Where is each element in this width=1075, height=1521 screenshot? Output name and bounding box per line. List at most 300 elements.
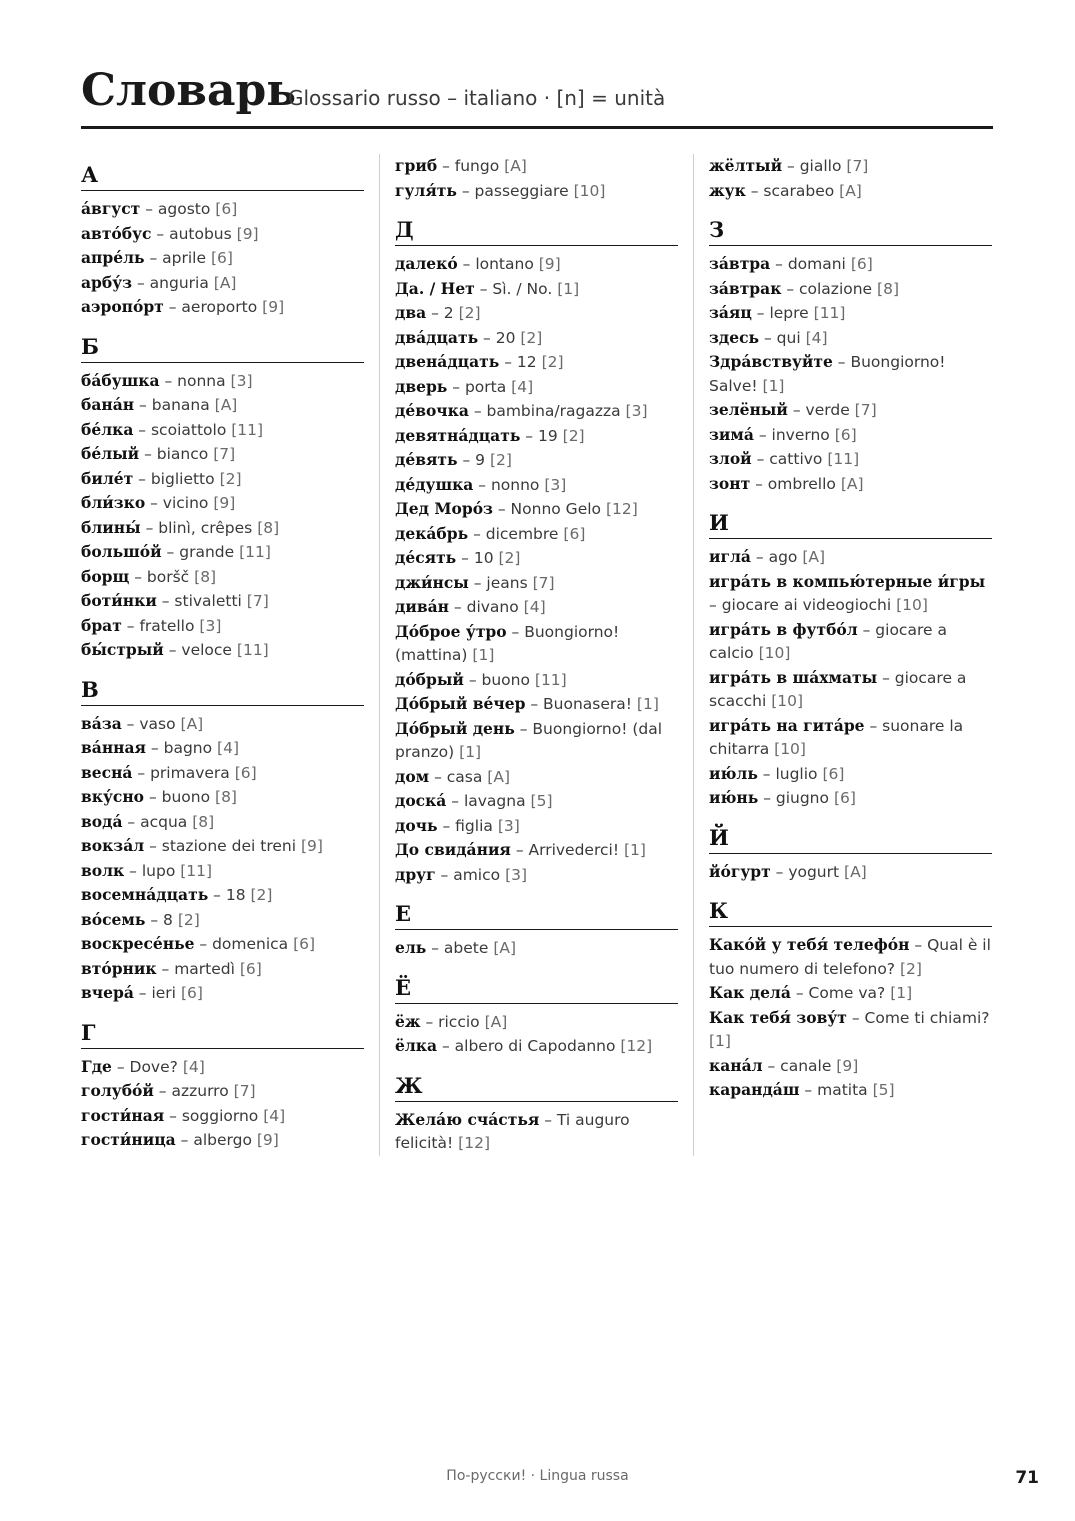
- unit-reference: [3]: [497, 816, 520, 835]
- italian-translation: vicino: [162, 494, 209, 512]
- unit-reference: [6]: [850, 255, 873, 273]
- glossary-entry: де́сять – 10 [2]: [395, 548, 521, 567]
- italian-translation: cattivo: [769, 450, 823, 468]
- italian-translation: Buonasera!: [543, 695, 632, 713]
- italian-translation: abete: [443, 939, 489, 957]
- russian-word: ба́бушка: [81, 370, 160, 390]
- unit-reference: [A]: [180, 714, 204, 733]
- glossary-entry: вчера́ – ieri [6]: [81, 983, 203, 1002]
- italian-translation: Come ti chiami?: [864, 1008, 990, 1027]
- italian-translation: aprile: [162, 249, 207, 267]
- unit-reference: [1]: [636, 695, 659, 713]
- russian-word: Как дела́: [709, 983, 791, 1002]
- unit-reference: [3]: [544, 475, 567, 494]
- glossary-entry: ель – abete [A]: [395, 938, 517, 957]
- russian-word: бана́н: [81, 395, 135, 414]
- glossary-entry: Жела́ю сча́стья – Ti auguro felicità! [12]: [395, 1109, 630, 1152]
- unit-reference: [12]: [620, 1037, 653, 1055]
- glossary-entry: за́втра – domani [6]: [709, 254, 873, 273]
- unit-reference: [11]: [827, 450, 860, 468]
- glossary-entry: гуля́ть – passeggiare [10]: [395, 180, 606, 200]
- italian-translation: nonno: [490, 475, 540, 494]
- italian-translation: Qual è il tuo numero di telefono?: [709, 936, 991, 978]
- russian-word: ию́нь: [709, 788, 759, 807]
- russian-word: вчера́: [81, 983, 134, 1002]
- unit-reference: [4]: [182, 1057, 205, 1076]
- unit-reference: [12]: [605, 500, 638, 518]
- glossary-entry: дива́н – divano [4]: [395, 597, 546, 616]
- glossary-entry: два́дцать – 20 [2]: [395, 327, 543, 347]
- glossary-entry: Где – Dove? [4]: [81, 1056, 205, 1076]
- italian-translation: colazione: [799, 279, 873, 298]
- russian-word: Жела́ю сча́стья: [395, 1109, 540, 1129]
- russian-word: ёж: [395, 1011, 421, 1031]
- unit-reference: [1]: [459, 743, 482, 761]
- italian-translation: Come va?: [808, 984, 886, 1002]
- glossary-entry: за́втрак – colazione [8]: [709, 278, 900, 298]
- glossary-entry: биле́т – biglietto [2]: [81, 468, 242, 488]
- page-header: [81, 62, 993, 129]
- glossary-entry: голубо́й – azzurro [7]: [81, 1081, 256, 1100]
- russian-word: кана́л: [709, 1055, 763, 1075]
- italian-translation: fratello: [139, 616, 195, 635]
- unit-reference: [A]: [504, 157, 527, 175]
- italian-translation: albero di Capodanno: [454, 1037, 616, 1055]
- russian-word: вку́сно: [81, 787, 145, 806]
- russian-word: до́брый: [395, 669, 464, 689]
- glossary-entry: брат – fratello [3]: [81, 615, 222, 635]
- italian-translation: 19: [537, 426, 558, 445]
- russian-word: зонт: [709, 473, 751, 493]
- russian-word: доска́: [395, 791, 447, 810]
- glossary-entry: апре́ль – aprile [6]: [81, 248, 233, 267]
- italian-translation: buono: [161, 788, 211, 806]
- glossary-entry: Как дела́ – Come va? [1]: [709, 983, 913, 1002]
- glossary-column: [81, 154, 364, 1156]
- russian-word: борщ: [81, 566, 130, 586]
- unit-reference: [6]: [215, 200, 238, 218]
- russian-word: гости́ница: [81, 1130, 176, 1149]
- italian-translation: lepre: [769, 304, 809, 322]
- russian-word: зелёный: [709, 400, 788, 419]
- italian-translation: lavagna: [463, 792, 526, 810]
- russian-word: До́брый ве́чер: [395, 694, 526, 713]
- glossary-entry: за́яц – lepre [11]: [709, 303, 846, 322]
- glossary-entry: двена́дцать – 12 [2]: [395, 352, 564, 371]
- russian-word: арбу́з: [81, 272, 133, 292]
- unit-reference: [A]: [493, 939, 517, 957]
- italian-translation: inverno: [771, 425, 830, 444]
- russian-word: ию́ль: [709, 763, 758, 783]
- unit-reference: [7]: [854, 401, 877, 419]
- russian-word: два: [395, 303, 427, 322]
- unit-reference: [1]: [709, 1032, 731, 1050]
- italian-translation: suonare la chitarra: [709, 716, 964, 758]
- letter-heading: З: [709, 213, 992, 246]
- unit-reference: [10]: [758, 644, 791, 662]
- russian-word: апре́ль: [81, 248, 145, 267]
- glossary-entry: игра́ть в ша́хматы – giocare a scacchi [10]: [709, 667, 967, 710]
- glossary-entry: игра́ть в футбо́л – giocare a calcio [10]: [709, 619, 947, 662]
- italian-translation: buono: [481, 670, 530, 689]
- glossary-column: [693, 154, 992, 1156]
- russian-word: ва́за: [81, 713, 122, 733]
- italian-translation: stazione dei treni: [161, 837, 297, 855]
- unit-reference: [1]: [762, 376, 785, 395]
- glossary-columns: [81, 154, 993, 1156]
- unit-reference: [2]: [899, 959, 922, 978]
- glossary-entry: джи́нсы – jeans [7]: [395, 572, 555, 592]
- unit-reference: [8]: [257, 518, 280, 537]
- glossary-entry: гриб – fungo [A]: [395, 156, 527, 175]
- letter-heading: Г: [81, 1016, 364, 1049]
- unit-reference: [10]: [771, 692, 804, 710]
- russian-word: за́втра: [709, 254, 771, 273]
- italian-translation: Buongiorno! (mattina): [395, 622, 620, 664]
- letter-heading: А: [81, 158, 364, 191]
- russian-word: биле́т: [81, 468, 134, 488]
- italian-translation: jeans: [486, 573, 528, 592]
- unit-reference: [9]: [256, 1131, 279, 1149]
- unit-reference: [6]: [210, 249, 233, 267]
- italian-translation: boršč: [146, 567, 190, 586]
- italian-translation: canale: [780, 1056, 832, 1075]
- unit-reference: [4]: [217, 739, 239, 757]
- russian-word: де́душка: [395, 474, 474, 494]
- unit-reference: [10]: [774, 740, 806, 758]
- russian-word: во́семь: [81, 909, 146, 929]
- glossary-entry: авто́бус – autobus [9]: [81, 223, 259, 243]
- glossary-entry: бе́лый – bianco [7]: [81, 444, 236, 463]
- italian-translation: Dove?: [129, 1057, 178, 1076]
- russian-word: два́дцать: [395, 327, 479, 347]
- russian-word: де́вять: [395, 450, 458, 469]
- unit-reference: [8]: [194, 567, 217, 586]
- russian-word: девятна́дцать: [395, 425, 521, 445]
- russian-word: де́сять: [395, 548, 457, 567]
- unit-reference: [3]: [625, 402, 648, 420]
- footer-book-title: По-русски! · Lingua russa: [446, 1468, 629, 1484]
- russian-word: дочь: [395, 815, 438, 835]
- italian-translation: 2: [443, 304, 454, 322]
- unit-reference: [7]: [246, 592, 269, 610]
- glossary-entry: зима́ – inverno [6]: [709, 424, 857, 444]
- glossary-entry: До свида́ния – Arrivederci! [1]: [395, 840, 646, 859]
- russian-word: Дед Моро́з: [395, 499, 493, 518]
- italian-translation: giocare ai videogiochi: [721, 596, 892, 614]
- glossary-entry: кана́л – canale [9]: [709, 1055, 859, 1075]
- russian-word: брат: [81, 615, 122, 635]
- russian-word: Да. / Нет: [395, 278, 475, 298]
- russian-word: де́вочка: [395, 401, 469, 420]
- glossary-entry: ёж – riccio [A]: [395, 1011, 508, 1031]
- glossary-entry: друг – amico [3]: [395, 864, 528, 884]
- unit-reference: [6]: [293, 935, 316, 953]
- letter-heading: Д: [395, 213, 678, 246]
- russian-word: гриб: [395, 156, 438, 175]
- italian-translation: lupo: [141, 861, 176, 880]
- russian-word: блины́: [81, 517, 141, 537]
- glossary-entry: каранда́ш – matita [5]: [709, 1080, 895, 1099]
- italian-translation: bagno: [163, 739, 213, 757]
- russian-word: бе́лка: [81, 419, 134, 439]
- italian-translation: Buongiorno! Salve!: [709, 353, 946, 395]
- russian-word: бли́зко: [81, 493, 146, 512]
- unit-reference: [12]: [458, 1134, 490, 1152]
- glossary-entry: здесь – qui [4]: [709, 327, 828, 347]
- russian-word: волк: [81, 860, 125, 880]
- russian-word: дива́н: [395, 597, 449, 616]
- glossary-entry: далеко́ – lontano [9]: [395, 254, 561, 273]
- glossary-entry: дом – casa [A]: [395, 766, 510, 786]
- unit-reference: [9]: [538, 255, 561, 273]
- russian-word: Как тебя́ зову́т: [709, 1007, 847, 1027]
- glossary-entry: де́вочка – bambina/ragazza [3]: [395, 401, 648, 420]
- unit-reference: [6]: [563, 524, 586, 543]
- russian-word: дом: [395, 766, 430, 786]
- unit-reference: [5]: [872, 1081, 895, 1099]
- italian-translation: 18: [225, 886, 246, 904]
- italian-translation: verde: [805, 401, 850, 419]
- unit-reference: [11]: [534, 670, 567, 689]
- russian-word: игра́ть в компью́терные и́гры: [709, 571, 986, 591]
- unit-reference: [A]: [214, 396, 238, 414]
- glossary-entry: вку́сно – buono [8]: [81, 787, 237, 806]
- italian-translation: scarabeo: [763, 181, 835, 200]
- russian-word: гуля́ть: [395, 180, 457, 200]
- italian-translation: martedì: [174, 959, 235, 978]
- unit-reference: [2]: [250, 886, 273, 904]
- unit-reference: [7]: [532, 573, 555, 592]
- letter-heading: Ё: [395, 971, 678, 1004]
- glossary-entry: бы́стрый – veloce [11]: [81, 640, 269, 659]
- italian-translation: domenica: [212, 935, 289, 953]
- italian-translation: amico: [453, 865, 501, 884]
- italian-translation: ombrello: [767, 474, 836, 493]
- italian-translation: lontano: [475, 255, 534, 273]
- italian-translation: scoiattolo: [150, 420, 227, 439]
- glossary-entry: дочь – figlia [3]: [395, 815, 520, 835]
- unit-reference: [4]: [523, 598, 546, 616]
- glossary-entry: во́семь – 8 [2]: [81, 909, 200, 929]
- russian-word: зима́: [709, 424, 754, 444]
- glossary-entry: а́вгуст – agosto [6]: [81, 199, 238, 218]
- unit-reference: [6]: [180, 984, 203, 1002]
- unit-reference: [5]: [530, 792, 553, 810]
- italian-translation: giugno: [775, 789, 829, 807]
- russian-word: друг: [395, 864, 436, 884]
- unit-reference: [3]: [505, 865, 528, 884]
- glossary-entry: боти́нки – stivaletti [7]: [81, 591, 269, 610]
- italian-translation: dicembre: [485, 524, 559, 543]
- italian-translation: Buongiorno! (dal pranzo): [395, 719, 663, 761]
- unit-reference: [2]: [219, 469, 242, 488]
- italian-translation: autobus: [169, 224, 232, 243]
- glossary-entry: До́брое у́тро – Buongiorno! (mattina) [1]: [395, 621, 620, 664]
- italian-translation: figlia: [455, 816, 493, 835]
- russian-word: аэропо́рт: [81, 297, 164, 316]
- unit-reference: [1]: [472, 646, 495, 664]
- unit-reference: [1]: [557, 279, 580, 298]
- russian-word: здесь: [709, 327, 760, 347]
- glossary-entry: бли́зко – vicino [9]: [81, 493, 236, 512]
- unit-reference: [11]: [236, 641, 269, 659]
- italian-translation: 10: [473, 549, 494, 567]
- italian-translation: Arrivederci!: [528, 841, 620, 859]
- russian-word: дверь: [395, 376, 448, 396]
- russian-word: бы́стрый: [81, 640, 164, 659]
- italian-translation: soggiorno: [181, 1106, 259, 1125]
- glossary-entry: злой – cattivo [11]: [709, 449, 860, 468]
- unit-reference: [2]: [520, 328, 543, 347]
- italian-translation: anguria: [149, 273, 209, 292]
- russian-word: большо́й: [81, 542, 162, 561]
- glossary-entry: гости́ная – soggiorno [4]: [81, 1105, 286, 1125]
- unit-reference: [2]: [458, 304, 481, 322]
- russian-word: за́втрак: [709, 278, 782, 298]
- unit-reference: [11]: [813, 304, 846, 322]
- unit-reference: [A]: [839, 181, 862, 200]
- russian-word: вокза́л: [81, 836, 145, 855]
- glossary-entry: зонт – ombrello [A]: [709, 473, 864, 493]
- unit-reference: [4]: [805, 328, 828, 347]
- glossary-entry: Дед Моро́з – Nonno Gelo [12]: [395, 499, 638, 518]
- russian-word: далеко́: [395, 254, 458, 273]
- unit-reference: [2]: [541, 353, 564, 371]
- italian-translation: 9: [475, 451, 486, 469]
- russian-word: ва́нная: [81, 738, 146, 757]
- unit-reference: [7]: [846, 157, 869, 175]
- russian-word: жёлтый: [709, 156, 783, 175]
- glossary-entry: вода́ – acqua [8]: [81, 811, 215, 831]
- glossary-column: [379, 154, 678, 1156]
- russian-word: игла́: [709, 547, 751, 566]
- letter-heading: К: [709, 894, 992, 927]
- unit-reference: [9]: [213, 494, 236, 512]
- letter-heading: Й: [709, 821, 992, 854]
- unit-reference: [1]: [890, 984, 913, 1002]
- unit-reference: [7]: [233, 1082, 256, 1100]
- unit-reference: [6]: [822, 764, 845, 783]
- unit-reference: [2]: [489, 451, 512, 469]
- italian-translation: Ti auguro felicità!: [395, 1110, 630, 1152]
- unit-reference: [11]: [231, 420, 264, 439]
- glossary-entry: До́брый ве́чер – Buonasera! [1]: [395, 694, 659, 713]
- unit-reference: [6]: [239, 959, 262, 978]
- russian-word: ёлка: [395, 1036, 438, 1055]
- italian-translation: acqua: [140, 812, 188, 831]
- glossary-entry: восемна́дцать – 18 [2]: [81, 885, 273, 904]
- unit-reference: [6]: [833, 789, 856, 807]
- italian-translation: matita: [817, 1081, 868, 1099]
- unit-reference: [8]: [215, 788, 237, 806]
- italian-translation: 20: [495, 328, 516, 347]
- italian-translation: banana: [151, 396, 210, 414]
- russian-word: весна́: [81, 762, 133, 782]
- glossary-entry: жук – scarabeo [A]: [709, 180, 862, 200]
- page-number: 71: [1015, 1468, 1039, 1488]
- unit-reference: [3]: [230, 371, 253, 390]
- glossary-entry: волк – lupo [11]: [81, 860, 213, 880]
- russian-word: йо́гурт: [709, 861, 771, 881]
- glossary-entry: арбу́з – anguria [A]: [81, 272, 237, 292]
- glossary-entry: гости́ница – albergo [9]: [81, 1130, 279, 1149]
- unit-reference: [A]: [213, 273, 237, 292]
- glossary-entry: вокза́л – stazione dei treni [9]: [81, 836, 323, 855]
- russian-word: жук: [709, 180, 746, 200]
- italian-translation: luglio: [775, 764, 818, 783]
- italian-translation: 8: [163, 910, 173, 929]
- glossary-entry: Здра́вствуйте – Buongiorno! Salve! [1]: [709, 352, 946, 395]
- unit-reference: [9]: [236, 224, 259, 243]
- russian-word: До́брое у́тро: [395, 621, 507, 641]
- glossary-entry: Как тебя́ зову́т – Come ti chiami? [1]: [709, 1007, 990, 1050]
- glossary-entry: игра́ть в компью́терные и́гры – giocare ai videogiochi [10]: [709, 571, 986, 614]
- russian-word: злой: [709, 449, 752, 468]
- unit-reference: [8]: [877, 279, 900, 298]
- italian-translation: ago: [768, 548, 798, 566]
- unit-reference: [4]: [263, 1106, 286, 1125]
- russian-word: гости́ная: [81, 1105, 165, 1125]
- letter-heading: Б: [81, 330, 364, 363]
- russian-word: а́вгуст: [81, 199, 141, 218]
- italian-translation: grande: [179, 543, 235, 561]
- russian-word: авто́бус: [81, 223, 152, 243]
- italian-translation: veloce: [181, 641, 232, 659]
- glossary-entry: де́душка – nonno [3]: [395, 474, 567, 494]
- glossary-entry: До́брый день – Buongiorno! (dal pranzo) [1]: [395, 718, 663, 761]
- russian-word: игра́ть на гита́ре: [709, 715, 865, 735]
- russian-word: игра́ть в ша́хматы: [709, 667, 878, 687]
- unit-reference: [4]: [511, 377, 534, 396]
- glossary-entry: ба́бушка – nonna [3]: [81, 370, 253, 390]
- unit-reference: [2]: [177, 910, 200, 929]
- glossary-entry: де́вять – 9 [2]: [395, 450, 512, 469]
- glossary-entry: ва́за – vaso [A]: [81, 713, 204, 733]
- unit-reference: [1]: [623, 841, 646, 859]
- glossary-entry: ёлка – albero di Capodanno [12]: [395, 1036, 653, 1055]
- italian-translation: biglietto: [150, 469, 215, 488]
- italian-translation: ieri: [151, 984, 176, 1002]
- unit-reference: [6]: [234, 763, 257, 782]
- glossary-entry: большо́й – grande [11]: [81, 542, 271, 561]
- unit-reference: [9]: [300, 837, 323, 855]
- unit-reference: [9]: [836, 1056, 859, 1075]
- glossary-entry: Да. / Нет – Sì. / No. [1]: [395, 278, 580, 298]
- letter-heading: В: [81, 673, 364, 706]
- unit-reference: [10]: [573, 181, 606, 200]
- glossary-entry: девятна́дцать – 19 [2]: [395, 425, 585, 445]
- russian-word: каранда́ш: [709, 1080, 800, 1099]
- italian-translation: albergo: [193, 1131, 252, 1149]
- glossary-entry: Како́й у тебя́ телефо́н – Qual è il tuo numero di telefono? [2]: [709, 935, 991, 978]
- unit-reference: [11]: [180, 861, 213, 880]
- glossary-entry: зелёный – verde [7]: [709, 400, 877, 419]
- glossary-entry: вто́рник – martedì [6]: [81, 958, 262, 978]
- italian-translation: azzurro: [171, 1082, 229, 1100]
- unit-reference: [2]: [498, 549, 521, 567]
- italian-translation: vaso: [139, 714, 176, 733]
- italian-translation: Nonno Gelo: [510, 500, 602, 518]
- page-subtitle: Glossario russo – italiano · [n] = unità: [288, 86, 666, 110]
- glossary-entry: два – 2 [2]: [395, 303, 481, 322]
- italian-translation: giocare a scacchi: [709, 668, 967, 710]
- unit-reference: [A]: [484, 1012, 508, 1031]
- russian-word: вода́: [81, 811, 123, 831]
- unit-reference: [6]: [834, 425, 857, 444]
- italian-translation: agosto: [157, 200, 211, 218]
- russian-word: восемна́дцать: [81, 885, 209, 904]
